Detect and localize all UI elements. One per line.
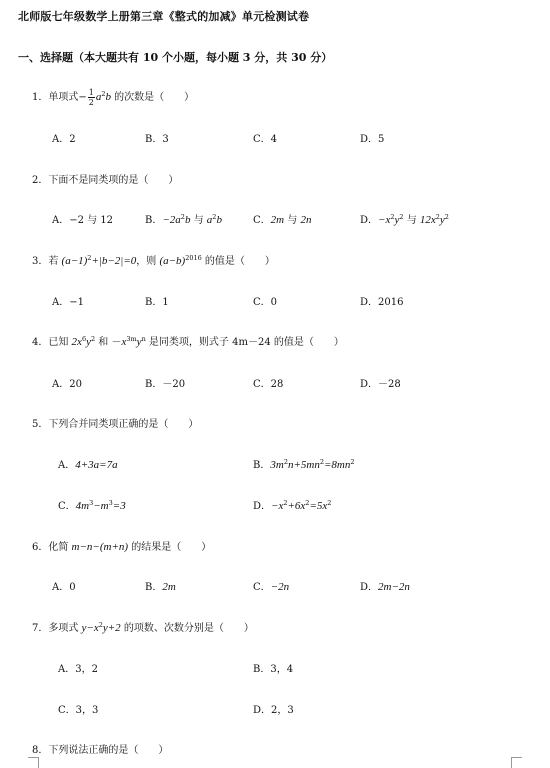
exponent: 3 (89, 499, 94, 507)
exponent: 2 (283, 499, 288, 507)
page-corner-mark-left (28, 757, 39, 768)
question-text: 的值是（ ） (201, 256, 275, 267)
math-term: 4+3a=7a (75, 459, 118, 471)
option-label: D． (253, 501, 272, 512)
option-label: D． (360, 215, 379, 226)
math-term: 2m (162, 581, 176, 593)
exponent: 2 (350, 458, 355, 466)
option-text: 与 (284, 215, 301, 226)
question-text: 和 － (95, 337, 122, 348)
math-term: =3 (112, 500, 126, 512)
question-6 (32, 538, 211, 553)
option-a: A．−2 与 12 (52, 215, 114, 226)
option-c (58, 497, 126, 512)
math-term: 2n (300, 214, 312, 226)
exponent: 3 (108, 499, 113, 507)
exponent: 2 (305, 499, 310, 507)
option-label: C． (58, 501, 76, 512)
exponent: 2 (98, 621, 103, 629)
math-term: −2a (162, 214, 181, 226)
exponent: 2 (390, 213, 395, 221)
math-term: −x (378, 214, 391, 226)
option-label: D． (360, 582, 379, 593)
math-term: y (136, 336, 142, 348)
option-d: D．2，3 (253, 705, 294, 716)
question-2: 2．下面不是同类项的是（ ） (32, 175, 179, 186)
option-a: A．−1 (52, 297, 84, 308)
question-text: 6．化简 (32, 542, 72, 553)
exponent: 3m (126, 335, 137, 343)
option-a: A．0 (52, 582, 76, 593)
math-term: (a−1) (61, 255, 88, 267)
exponent: 2 (101, 90, 106, 98)
option-label: B． (253, 460, 271, 471)
math-term: +|b−2|=0 (91, 255, 137, 267)
numerator: 1 (88, 88, 94, 97)
option-b: B．1 (145, 297, 169, 308)
option-label: C． (253, 582, 271, 593)
exponent: 2 (87, 254, 92, 262)
math-term: y−x (81, 622, 99, 634)
option-d: D．2016 (360, 297, 404, 308)
option-b: B．－20 (145, 379, 186, 390)
exponent: 2016 (185, 254, 202, 262)
option-b: B．3，4 (253, 664, 294, 675)
math-term: +6x (287, 500, 306, 512)
math-term: 12x (419, 214, 436, 226)
section-heading: 一、选择题（本大题共有 10 个小题，每小题 3 分，共 30 分） (18, 51, 333, 64)
question-text: 单项式− (48, 92, 87, 103)
option-c (253, 578, 289, 593)
math-term: b (216, 214, 222, 226)
math-term: −2n (270, 581, 290, 593)
fraction (88, 88, 95, 107)
exponent: 2 (283, 458, 288, 466)
question-8: 8．下列说法正确的是（ ） (32, 745, 169, 756)
option-c: C．3，3 (58, 705, 99, 716)
option-b (145, 578, 176, 593)
option-c (253, 211, 311, 226)
question-text: 的结果是（ ） (128, 542, 212, 553)
math-term: 2x (71, 336, 82, 348)
math-term: 2m−2n (378, 581, 410, 593)
denominator: 2 (88, 98, 94, 107)
option-d: D．－28 (360, 379, 401, 390)
exponent: 2 (212, 213, 217, 221)
math-term: (a−b) (159, 255, 186, 267)
math-term: a (206, 214, 213, 226)
question-1 (32, 88, 194, 107)
math-term: 2m (270, 214, 285, 226)
option-d (360, 578, 410, 593)
math-term: =5x (309, 500, 328, 512)
option-text: 与 (403, 215, 420, 226)
question-text: 的次数是（ ） (111, 92, 195, 103)
page-corner-mark-right (511, 757, 522, 768)
option-b (145, 211, 222, 226)
question-number: 1． (32, 92, 49, 103)
question-text: 3．若 (32, 256, 62, 267)
option-d (253, 497, 331, 512)
document-title: 北师版七年级数学上册第三章《整式的加减》单元检测试卷 (18, 10, 310, 23)
exponent: 2 (444, 213, 449, 221)
exponent: 2 (435, 213, 440, 221)
math-term: n+5mn (287, 459, 320, 471)
option-label: B． (145, 582, 163, 593)
option-label: A． (58, 460, 76, 471)
option-a (58, 456, 118, 471)
exponent: 2 (327, 499, 332, 507)
option-d: D．5 (360, 134, 385, 145)
math-term: y (439, 214, 445, 226)
math-term: m−n−(m+n) (71, 541, 129, 553)
math-term: b (184, 214, 191, 226)
exponent: 2 (90, 335, 96, 343)
question-4 (32, 333, 344, 348)
option-b (253, 456, 354, 471)
math-term: 3m (270, 459, 284, 471)
option-a: A．2 (52, 134, 76, 145)
option-c: C．28 (253, 379, 284, 390)
math-term: y+2 (102, 622, 121, 634)
math-term: x (121, 336, 127, 348)
question-5: 5．下列合并同类项正确的是（ ） (32, 419, 199, 430)
math-term: y (394, 214, 400, 226)
exponent: 2 (319, 458, 324, 466)
math-term: a (95, 91, 102, 103)
math-term: −m (93, 500, 109, 512)
option-label: C． (253, 215, 271, 226)
math-term: b (105, 91, 111, 103)
option-a: A．3，2 (58, 664, 98, 675)
math-term: 4m (75, 500, 90, 512)
question-text: ，则 (136, 256, 160, 267)
exponent: 2 (399, 213, 404, 221)
option-b: B．3 (145, 134, 169, 145)
option-label: B． (145, 215, 163, 226)
question-text: 7．多项式 (32, 623, 82, 634)
question-text: 4．已知 (32, 337, 72, 348)
math-term: −x (271, 500, 284, 512)
option-c: C．4 (253, 134, 278, 145)
option-c: C．0 (253, 297, 278, 308)
question-3 (32, 252, 275, 267)
question-text: 是同类项，则式子 4m－24 的值是（ ） (145, 337, 344, 348)
option-text: 与 (190, 215, 207, 226)
question-7 (32, 619, 254, 634)
option-d (360, 211, 449, 226)
exponent: n (141, 335, 146, 343)
option-a: A．20 (52, 379, 82, 390)
math-term: =8mn (323, 459, 351, 471)
exponent: 2 (180, 213, 185, 221)
exponent: 6 (81, 335, 87, 343)
question-text: 的项数、次数分别是（ ） (120, 623, 254, 634)
math-term: y (86, 336, 91, 348)
